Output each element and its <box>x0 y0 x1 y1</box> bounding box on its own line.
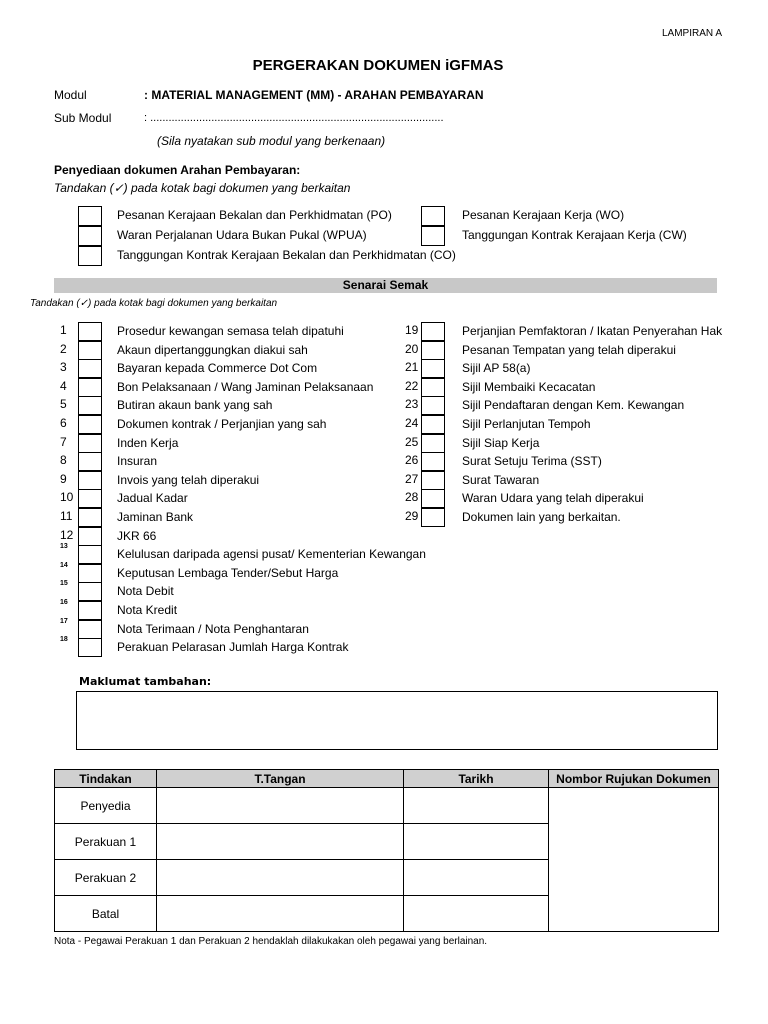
item-label: Inden Kerja <box>117 435 179 450</box>
checkbox[interactable] <box>421 396 445 415</box>
header-tarikh: Tarikh <box>404 770 549 788</box>
signature-cell[interactable] <box>157 896 404 932</box>
item-label: Pesanan Kerajaan Kerja (WO) <box>462 208 625 222</box>
item-number: 18 <box>60 636 68 644</box>
item-label: Surat Setuju Terima (SST) <box>462 454 602 469</box>
item-label: Nota Terimaan / Nota Penghantaran <box>117 621 309 636</box>
checkbox[interactable] <box>78 638 102 657</box>
item-label: Sijil Perlanjutan Tempoh <box>462 417 591 431</box>
checkbox[interactable] <box>421 206 445 226</box>
checkbox[interactable] <box>78 206 102 226</box>
checkbox[interactable] <box>421 378 445 397</box>
checkbox[interactable] <box>421 415 445 434</box>
reference-number-cell[interactable] <box>549 788 719 932</box>
checkbox[interactable] <box>78 564 102 583</box>
item-number: 2 <box>60 341 67 356</box>
checkbox[interactable] <box>78 527 102 546</box>
checkbox[interactable] <box>78 226 102 246</box>
item-label: Tanggungan Kontrak Kerajaan Bekalan dan Perkhidmatan (CO) <box>117 248 456 262</box>
item-number: 29 <box>405 509 419 523</box>
item-number: 13 <box>60 543 68 551</box>
checkbox[interactable] <box>78 378 102 397</box>
item-number: 28 <box>405 490 419 505</box>
header-tindakan: Tindakan <box>55 770 157 788</box>
checkbox[interactable] <box>78 434 102 453</box>
submodule-field[interactable]: : ................................................................................................ <box>144 112 444 124</box>
item-number: 19 <box>405 323 419 337</box>
checkbox[interactable] <box>421 508 445 527</box>
item-label: Sijil Membaiki Kecacatan <box>462 379 596 394</box>
item-number: 5 <box>60 397 67 412</box>
row-label-batal: Batal <box>55 896 157 932</box>
item-number: 3 <box>60 360 67 375</box>
table-row <box>55 788 719 824</box>
item-number: 20 <box>405 341 419 356</box>
item-label: Tanggungan Kontrak Kerajaan Kerja (CW) <box>462 228 687 242</box>
checkbox[interactable] <box>78 341 102 360</box>
date-cell[interactable] <box>404 860 549 896</box>
item-number: 25 <box>405 434 419 449</box>
row-label-perakuan-1: Perakuan 1 <box>55 824 157 860</box>
module-value: : MATERIAL MANAGEMENT (MM) - ARAHAN PEMBAYARAN <box>144 88 484 102</box>
checkbox[interactable] <box>78 396 102 415</box>
date-cell[interactable] <box>404 788 549 824</box>
item-label: JKR 66 <box>117 528 157 543</box>
checkbox[interactable] <box>78 322 102 341</box>
item-number: 12 <box>60 527 74 542</box>
row-label-penyedia: Penyedia <box>55 788 157 824</box>
item-label: Butiran akaun bank yang sah <box>117 398 273 413</box>
checkbox[interactable] <box>421 341 445 360</box>
item-label: Pesanan Kerajaan Bekalan dan Perkhidmatan (PO) <box>117 208 392 222</box>
signature-cell[interactable] <box>157 824 404 860</box>
item-number: 6 <box>60 416 67 430</box>
item-number: 27 <box>405 471 419 486</box>
item-number: 8 <box>60 453 67 468</box>
signature-cell[interactable] <box>157 860 404 896</box>
checkbox[interactable] <box>78 489 102 508</box>
checklist-header-bar <box>54 278 717 293</box>
checkbox[interactable] <box>421 452 445 471</box>
checkbox[interactable] <box>78 508 102 527</box>
item-label: Waran Perjalanan Udara Bukan Pukal (WPUA) <box>117 228 367 242</box>
item-number: 1 <box>60 323 67 337</box>
item-number: 21 <box>405 360 419 375</box>
item-label: Keputusan Lembaga Tender/Sebut Harga <box>117 565 339 580</box>
item-number: 9 <box>60 471 67 486</box>
item-number: 16 <box>60 599 68 606</box>
item-label: Kelulusan daripada agensi pusat/ Kementerian Kewangan <box>117 547 426 562</box>
item-number: 23 <box>405 397 419 412</box>
item-label: Sijil Siap Kerja <box>462 435 540 450</box>
item-label: Prosedur kewangan semasa telah dipatuhi <box>117 324 344 338</box>
header-nombor-rujukan: Nombor Rujukan Dokumen <box>549 770 719 788</box>
item-number: 10 <box>60 490 74 505</box>
item-label: Nota Kredit <box>117 603 178 617</box>
row-label-perakuan-2: Perakuan 2 <box>55 860 157 896</box>
item-label: Dokumen lain yang berkaitan. <box>462 510 621 524</box>
checkbox[interactable] <box>78 620 102 639</box>
checklist-heading: Senarai Semak <box>342 278 429 292</box>
item-label: Jaminan Bank <box>117 510 194 524</box>
item-number: 24 <box>405 416 419 430</box>
checkbox[interactable] <box>421 489 445 508</box>
checkbox[interactable] <box>78 582 102 601</box>
item-number: 7 <box>60 434 67 449</box>
item-label: Bayaran kepada Commerce Dot Com <box>117 361 318 376</box>
checklist-instruction: Tandakan (✓) pada kotak bagi dokumen yang berkaitan <box>30 298 278 309</box>
preparation-instruction: Tandakan (✓) pada kotak bagi dokumen yang berkaitan <box>54 181 351 195</box>
checkbox[interactable] <box>78 471 102 490</box>
item-label: Pesanan Tempatan yang telah diperakui <box>462 342 676 357</box>
item-label: Dokumen kontrak / Perjanjian yang sah <box>117 417 327 431</box>
item-label: Sijil AP 58(a) <box>462 361 531 376</box>
additional-info-label: Maklumat tambahan: <box>79 675 212 688</box>
date-cell[interactable] <box>404 824 549 860</box>
item-label: Insuran <box>117 454 158 469</box>
checkbox[interactable] <box>421 322 445 341</box>
item-label: Nota Debit <box>117 584 174 599</box>
checkbox[interactable] <box>421 471 445 490</box>
checkbox[interactable] <box>78 246 102 266</box>
item-label: Waran Udara yang telah diperakui <box>462 491 644 506</box>
item-number: 15 <box>60 580 68 588</box>
item-label: Perjanjian Pemfaktoran / Ikatan Penyerahan Hak <box>462 324 723 338</box>
additional-info-box[interactable] <box>76 691 718 750</box>
item-number: 22 <box>405 378 419 393</box>
item-number: 4 <box>60 378 67 393</box>
checkbox[interactable] <box>421 434 445 453</box>
item-label: Invois yang telah diperakui <box>117 472 260 487</box>
checkbox[interactable] <box>78 452 102 471</box>
item-label: Surat Tawaran <box>462 472 540 487</box>
footnote: Nota - Pegawai Perakuan 1 dan Perakuan 2 hendaklah dilakukakan oleh pegawai yang berlainan. <box>54 936 488 947</box>
submodule-note: (Sila nyatakan sub modul yang berkenaan) <box>157 134 386 148</box>
header-ttangan: T.Tangan <box>157 770 404 788</box>
item-label: Akaun dipertanggungkan diakui sah <box>117 342 308 357</box>
item-number: 17 <box>60 617 68 625</box>
attachment-label: LAMPIRAN A <box>661 28 722 39</box>
submodule-label: Sub Modul <box>54 111 112 125</box>
item-number: 11 <box>60 509 73 523</box>
checkbox[interactable] <box>421 226 445 246</box>
page-title: PERGERAKAN DOKUMEN iGFMAS <box>252 57 504 74</box>
checkbox[interactable] <box>78 545 102 564</box>
checkbox[interactable] <box>421 359 445 378</box>
item-number: 26 <box>405 453 419 468</box>
module-label: Modul <box>54 88 87 102</box>
checkbox[interactable] <box>78 601 102 620</box>
preparation-heading: Penyediaan dokumen Arahan Pembayaran: <box>54 163 301 177</box>
item-label: Jadual Kadar <box>117 491 188 506</box>
date-cell[interactable] <box>404 896 549 932</box>
item-label: Perakuan Pelarasan Jumlah Harga Kontrak <box>117 640 349 655</box>
signature-table-header <box>55 770 719 788</box>
signature-cell[interactable] <box>157 788 404 824</box>
checkbox[interactable] <box>78 415 102 434</box>
signature-table <box>54 769 719 932</box>
item-number: 14 <box>60 561 68 569</box>
item-label: Sijil Pendaftaran dengan Kem. Kewangan <box>462 398 685 413</box>
item-label: Bon Pelaksanaan / Wang Jaminan Pelaksanaan <box>117 379 374 394</box>
checkbox[interactable] <box>78 359 102 378</box>
